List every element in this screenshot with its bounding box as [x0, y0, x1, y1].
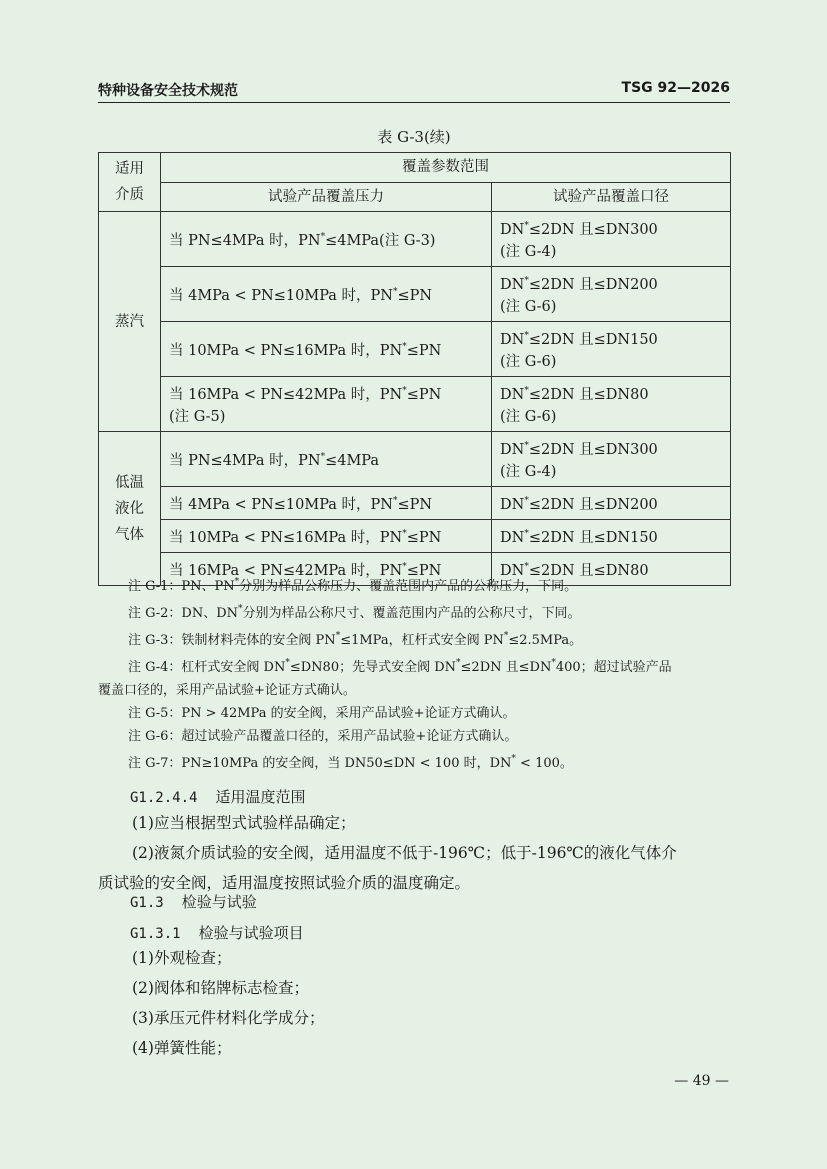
table-row — [99, 212, 731, 267]
pressure-cell: 当 16MPa < PN≤42MPa 时，PN*≤PN — [161, 553, 492, 586]
table-row — [99, 520, 731, 553]
diameter-cell: DN*≤2DN 且≤DN200 (注 G-6) — [492, 267, 731, 322]
temperature-range-items — [98, 808, 730, 898]
pressure-cell: 当 PN≤4MPa 时，PN*≤4MPa — [161, 432, 492, 487]
list-item: (2)阀体和铭牌标志检查； — [132, 979, 309, 997]
diameter-cell: DN*≤2DN 且≤DN150 (注 G-6) — [492, 322, 731, 377]
diameter-cell: DN*≤2DN 且≤DN200 — [492, 487, 731, 520]
section-number: G1.3 — [130, 895, 164, 911]
diameter-cell: DN*≤2DN 且≤DN80 (注 G-6) — [492, 377, 731, 432]
list-item: (2)液氮介质试验的安全阀，适用温度不低于-196℃；低于-196℃的液化气体介 — [132, 844, 677, 862]
diameter-cell: DN*≤2DN 且≤DN300 (注 G-4) — [492, 212, 731, 267]
section-title: 检验与试验 — [181, 893, 257, 911]
section-g1-3-1 — [130, 922, 304, 943]
list-item: (1)应当根据型式试验样品确定； — [132, 814, 356, 832]
diameter-cell: DN*≤2DN 且≤DN150 — [492, 520, 731, 553]
note-line: 注 G-1：PN、PN*分别为样品公称压力、覆盖范围内产品的公称压力，下同。 — [128, 577, 578, 594]
note-line: 注 G-4：杠杆式安全阀 DN*≤DN80；先导式安全阀 DN*≤2DN 且≤DN*400；超过试验产品 — [128, 658, 672, 675]
inspection-items — [98, 943, 730, 1063]
list-item-continuation: 质试验的安全阀，适用温度按照试验介质的温度确定。 — [98, 874, 471, 892]
pressure-cell: 当 16MPa < PN≤42MPa 时，PN*≤PN (注 G-5) — [161, 377, 492, 432]
note-line: 注 G-5：PN > 42MPa 的安全阀，采用产品试验+论证方式确认。 — [128, 706, 516, 721]
pressure-cell: 当 4MPa < PN≤10MPa 时，PN*≤PN — [161, 267, 492, 322]
table-row — [99, 377, 731, 432]
table-row — [99, 432, 731, 487]
pressure-cell: 当 10MPa < PN≤16MPa 时，PN*≤PN — [161, 520, 492, 553]
page-number: — 49 — — [674, 1073, 729, 1089]
medium-cell: 低温 液化 气体 — [99, 432, 161, 586]
note-line: 注 G-7：PN≥10MPa 的安全阀，当 DN50≤DN < 100 时，DN* < 100。 — [128, 754, 573, 771]
section-g1-2-4-4 — [130, 786, 305, 807]
header-diameter: 试验产品覆盖口径 — [492, 182, 731, 212]
table-row — [99, 487, 731, 520]
header-code: TSG 92—2026 — [621, 80, 730, 96]
section-number: G1.3.1 — [130, 926, 181, 942]
spec-table — [98, 152, 731, 586]
list-item: (3)承压元件材料化学成分； — [132, 1009, 325, 1027]
pressure-cell: 当 PN≤4MPa 时，PN*≤4MPa(注 G-3) — [161, 212, 492, 267]
medium-cell: 蒸汽 — [99, 212, 161, 432]
table-notes — [98, 571, 730, 775]
header-params: 覆盖参数范围 — [161, 153, 731, 183]
diameter-cell: DN*≤2DN 且≤DN300 (注 G-4) — [492, 432, 731, 487]
table-row — [99, 322, 731, 377]
header-rule — [98, 102, 730, 103]
diameter-cell: DN*≤2DN 且≤DN80 — [492, 553, 731, 586]
note-line: 注 G-2：DN、DN*分别为样品公称尺寸、覆盖范围内产品的公称尺寸，下同。 — [128, 604, 581, 621]
list-item: (1)外观检查； — [132, 949, 232, 967]
header-medium: 适用 介质 — [99, 153, 161, 212]
section-g1-3 — [130, 891, 257, 912]
list-item: (4)弹簧性能； — [132, 1039, 232, 1057]
note-line: 注 G-6：超过试验产品覆盖口径的，采用产品试验+论证方式确认。 — [128, 729, 518, 744]
section-number: G1.2.4.4 — [130, 790, 198, 806]
page-header — [98, 78, 730, 100]
pressure-cell: 当 4MPa < PN≤10MPa 时，PN*≤PN — [161, 487, 492, 520]
pressure-cell: 当 10MPa < PN≤16MPa 时，PN*≤PN — [161, 322, 492, 377]
section-title: 适用温度范围 — [215, 788, 306, 806]
section-title: 检验与试验项目 — [198, 924, 304, 942]
table-row — [99, 267, 731, 322]
header-title: 特种设备安全技术规范 — [98, 83, 238, 99]
table-caption: 表 G-3(续) — [377, 128, 451, 146]
header-pressure: 试验产品覆盖压力 — [161, 182, 492, 212]
note-line: 注 G-3：铁制材料壳体的安全阀 PN*≤1MPa，杠杆式安全阀 PN*≤2.5MPa。 — [128, 631, 583, 648]
note-line: 覆盖口径的，采用产品试验+论证方式确认。 — [98, 683, 356, 698]
